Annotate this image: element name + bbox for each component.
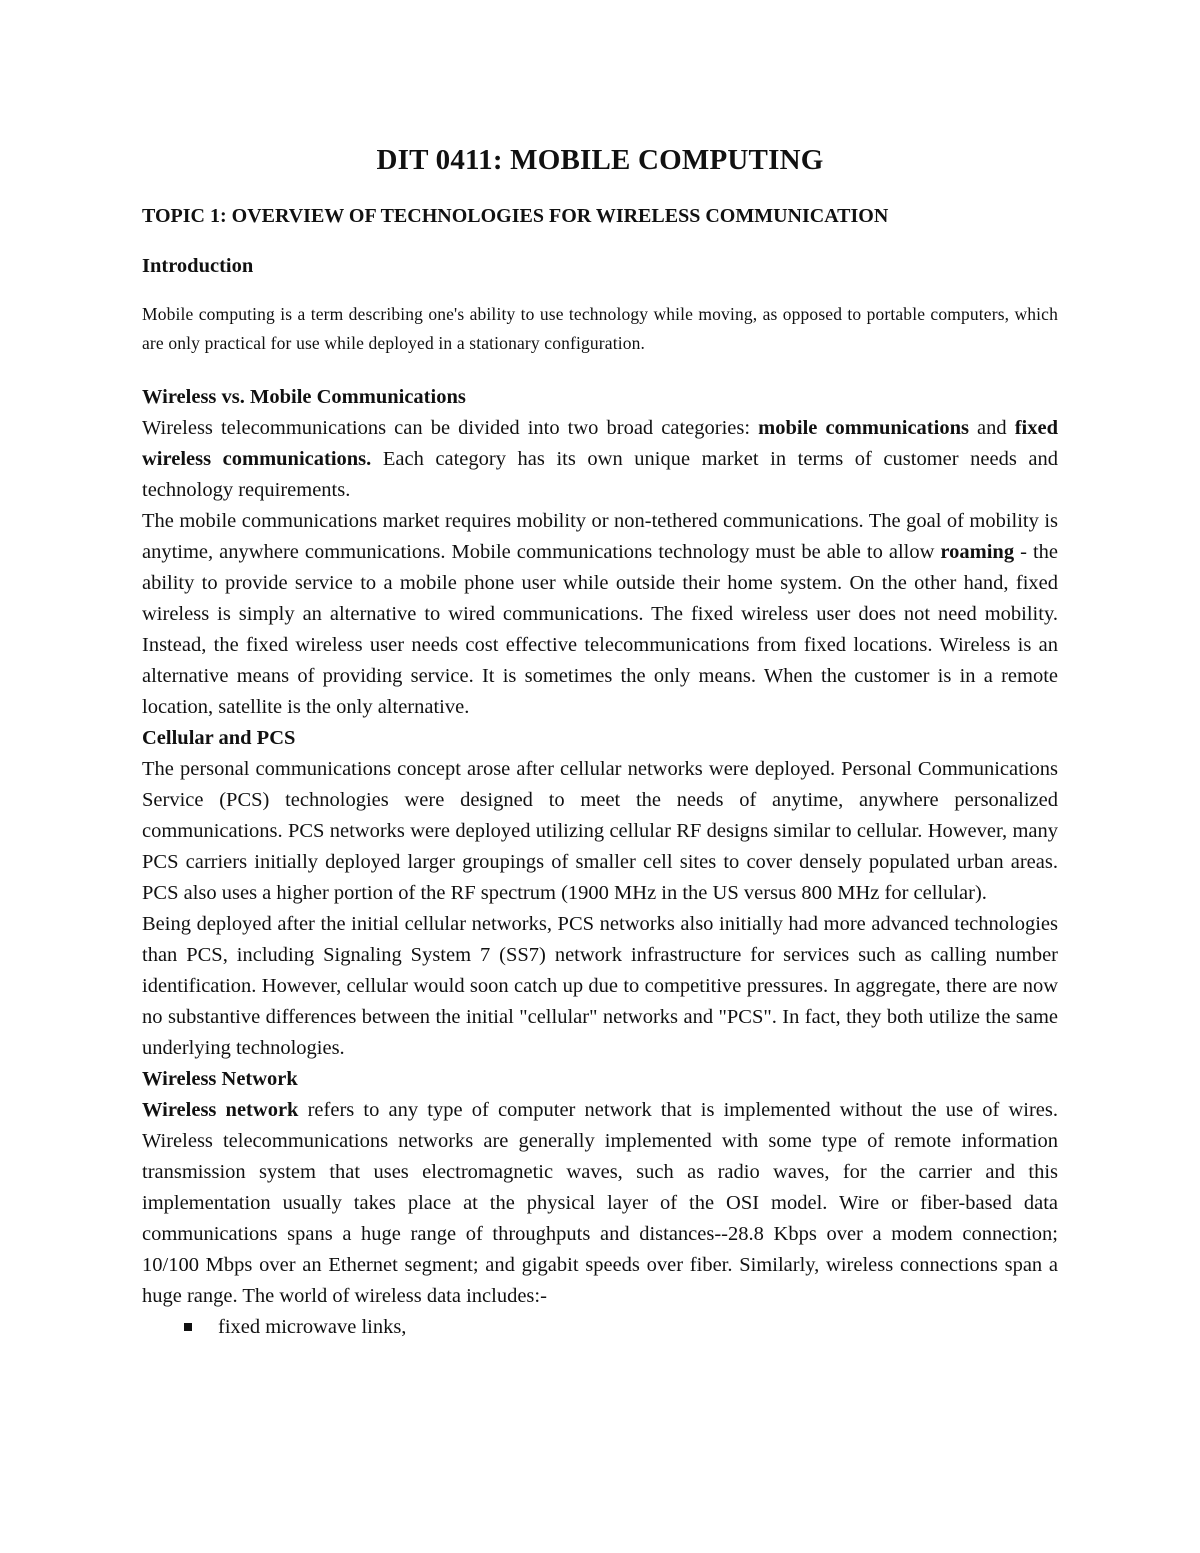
document-title: DIT 0411: MOBILE COMPUTING xyxy=(376,144,824,176)
paragraph-categories xyxy=(142,413,1058,506)
bold-term-mobile-communications: mobile communications xyxy=(758,417,969,439)
list-item-text: fixed microwave links, xyxy=(218,1316,407,1338)
paragraph-mobility xyxy=(142,506,1058,723)
bold-term-roaming: roaming xyxy=(940,541,1015,563)
document-page xyxy=(142,130,1058,1343)
square-bullet-icon xyxy=(184,1323,192,1331)
introduction-paragraph: Mobile computing is a term describing one's ability to use technology while moving, as opposed to portable computers, which are only practical for use while deployed in a stationary configuration. xyxy=(142,304,1058,353)
section-heading-wireless-network: Wireless Network xyxy=(142,1068,298,1090)
topic-heading: TOPIC 1: OVERVIEW OF TECHNOLOGIES FOR WIRELESS COMMUNICATION xyxy=(142,205,889,227)
list-item xyxy=(142,1312,1058,1343)
section-heading-cellular-pcs: Cellular and PCS xyxy=(142,727,296,749)
bullet-list xyxy=(142,1312,1058,1343)
paragraph-text: Each category has its own unique market in terms of customer needs and technology requirements. xyxy=(142,448,1059,501)
paragraph-text: refers to any type of computer network that is implemented without the use of wires. Wireless telecommunications networks are generally implemented with some type of remote information transmission system that uses electromagnetic waves, such as radio waves, for the carrier and this implementation usually takes place at the physical layer of the OSI model. Wire or fiber-based data communications spans a huge range of throughputs and distances--28.8 Kbps over a modem connection; 10/100 Mbps over an Ethernet segment; and gigabit speeds over fiber. Similarly, wireless connections span a huge range. The world of wireless data includes:- xyxy=(142,1099,1058,1307)
paragraph-text: and xyxy=(968,417,1015,439)
bold-term-fixed-wireless: fixed wireless communications. xyxy=(142,417,1058,470)
paragraph-pcs-deployment: Being deployed after the initial cellular networks, PCS networks also initially had more advanced technologies than PCS, including Signaling System 7 (SS7) network infrastructure for services such as calling number identification. However, cellular would soon catch up due to competitive pressures. In aggregate, there are now no substantive differences between the initial "cellular" networks and "PCS". In fact, they both utilize the same underlying technologies. xyxy=(142,913,1058,1059)
paragraph-pcs-concept: The personal communications concept arose after cellular networks were deployed. Personal Communications Service (PCS) technologies were designed to meet the needs of anytime, anywhere personalized communications. PCS networks were deployed utilizing cellular RF designs similar to cellular. However, many PCS carriers initially deployed larger groupings of smaller cell sites to cover densely populated urban areas. PCS also uses a higher portion of the RF spectrum (1900 MHz in the US versus 800 MHz for cellular). xyxy=(142,758,1058,904)
paragraph-text: Wireless telecommunications can be divided into two broad categories: xyxy=(142,417,759,439)
paragraph-text: The mobile communications market requires mobility or non-tethered communications. The goal of mobility is anytime, anywhere communications. Mobile communications technology must be able to allow xyxy=(142,510,1058,563)
bold-term-wireless-network: Wireless network xyxy=(142,1099,299,1121)
introduction-heading: Introduction xyxy=(142,255,254,277)
paragraph-wireless-network xyxy=(142,1095,1058,1312)
section-heading-wireless-vs-mobile: Wireless vs. Mobile Communications xyxy=(142,386,466,408)
paragraph-text: - the ability to provide service to a mobile phone user while outside their home system. On the other hand, fixed wireless is simply an alternative to wired communications. The fixed wireless user does not need mobility. Instead, the fixed wireless user needs cost effective telecommunications from fixed locations. Wireless is an alternative means of providing service. It is sometimes the only means. When the customer is in a remote location, satellite is the only alternative. xyxy=(142,541,1059,718)
